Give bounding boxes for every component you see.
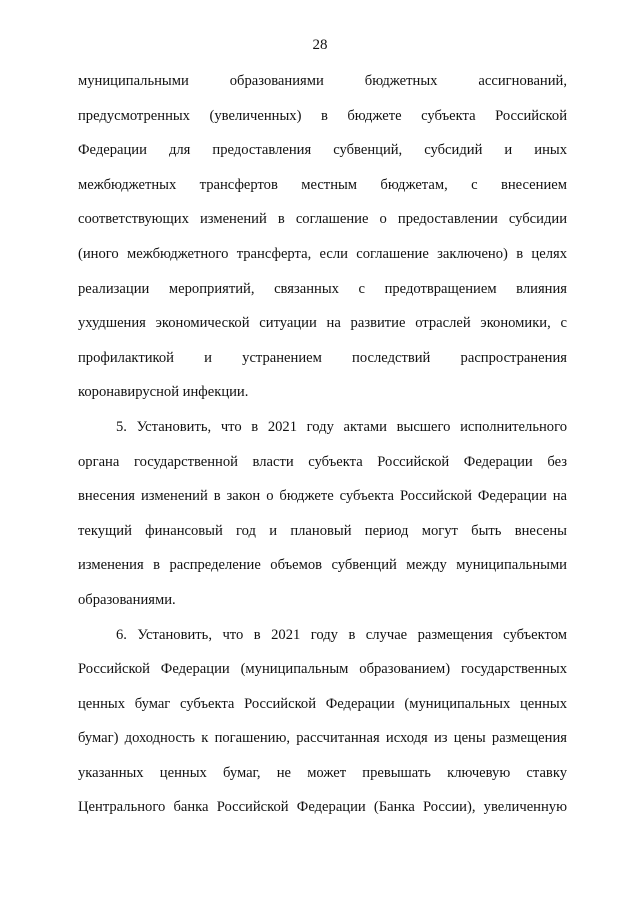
text-line: соответствующих изменений в соглашение о предоставлении субсидии: [78, 211, 567, 228]
text-line: коронавирусной инфекции.: [78, 384, 249, 401]
text-line: Центрального банка Российской Федерации (Банка России), увеличенную: [78, 799, 567, 816]
paragraph-continuation: [78, 64, 567, 410]
text-line: указанных ценных бумаг, не может превышать ключевую ставку: [78, 764, 567, 781]
text-line: бумаг) доходность к погашению, рассчитанная исходя из цены размещения: [78, 730, 567, 747]
text-line: внесения изменений в закон о бюджете субъекта Российской Федерации на: [78, 488, 567, 505]
text-line: текущий финансовый год и плановый период могут быть внесены: [78, 522, 567, 539]
paragraph-item-6: [78, 618, 567, 826]
text-line: муниципальными образованиями бюджетных ассигнований,: [78, 73, 567, 89]
text-line: профилактикой и устранением последствий распространения: [78, 349, 567, 366]
text-line: предусмотренных (увеличенных) в бюджете субъекта Российской: [78, 107, 567, 124]
text-line: (иного межбюджетного трансферта, если соглашение заключено) в целях: [78, 245, 567, 262]
text-line: 5. Установить, что в 2021 году актами высшего исполнительного: [116, 418, 567, 435]
document-body: [78, 64, 567, 825]
text-line: образованиями.: [78, 591, 176, 608]
text-line: 6. Установить, что в 2021 году в случае размещения субъектом: [116, 626, 567, 643]
text-line: ухудшения экономической ситуации на развитие отраслей экономики, с: [78, 315, 567, 332]
text-line: органа государственной власти субъекта Российской Федерации без: [78, 453, 567, 470]
text-line: Федерации для предоставления субвенций, субсидий и иных: [78, 142, 567, 159]
paragraph-item-5: [78, 410, 567, 618]
text-line: ценных бумаг субъекта Российской Федерации (муниципальных ценных: [78, 695, 567, 712]
text-line: межбюджетных трансфертов местным бюджетам, с внесением: [78, 176, 567, 193]
text-line: изменения в распределение объемов субвенций между муниципальными: [78, 557, 567, 574]
text-line: реализации мероприятий, связанных с предотвращением влияния: [78, 280, 567, 297]
text-line: Российской Федерации (муниципальным образованием) государственных: [78, 661, 567, 678]
page-number: 28: [312, 37, 328, 53]
